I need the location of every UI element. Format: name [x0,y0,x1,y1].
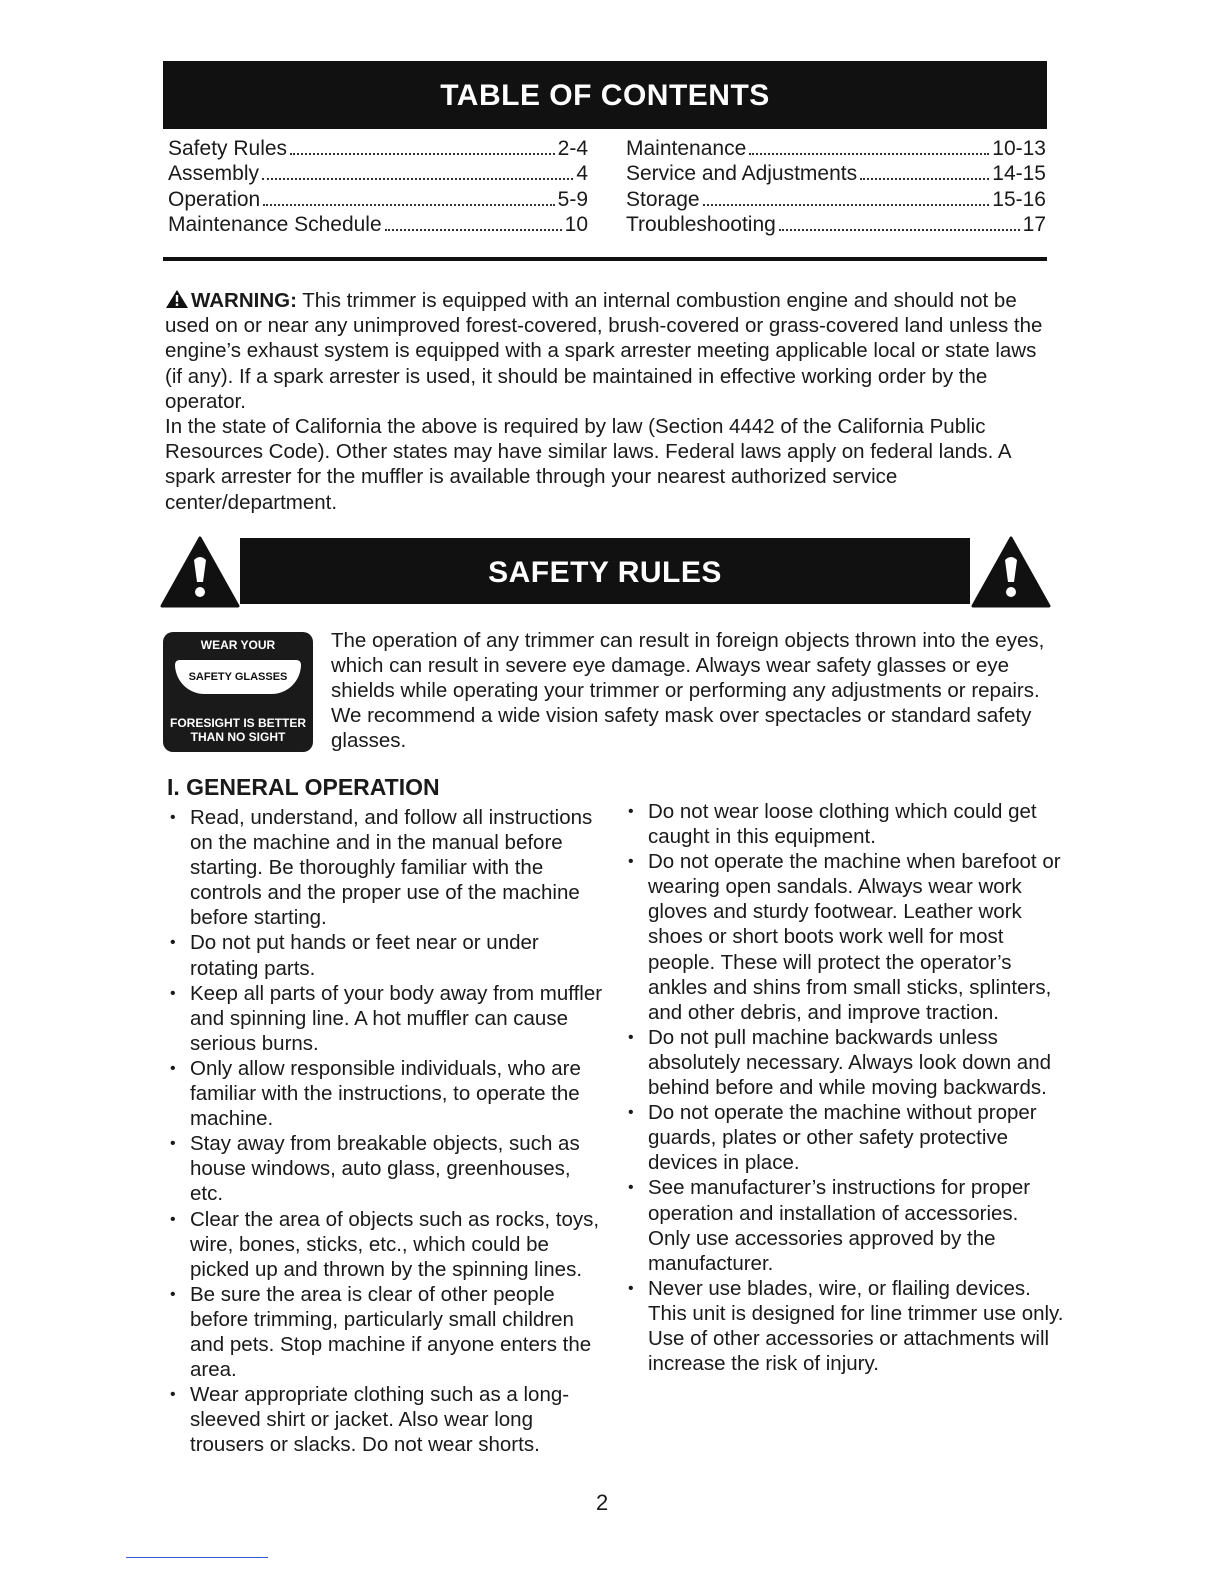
safety-glasses-badge [163,632,313,752]
toc-entry-label: Safety Rules [168,137,288,160]
toc-entry-page: 2-4 [557,137,588,160]
toc-entry-page: 10-13 [992,137,1046,160]
toc-entry-page: 15-16 [992,187,1046,211]
toc-entry-page: 4 [576,162,588,186]
toc-leader-dots [263,204,554,206]
list-item: • Do not put hands or feet near or under rotating parts. [167,930,607,980]
toc-leader-dots [262,178,573,180]
warning-label: WARNING: [191,289,297,312]
toc-entry-label: Troubleshooting [626,212,776,236]
list-item: • Only allow responsible individuals, who are familiar with the instructions, to operate the machine. [167,1056,607,1131]
toc-entry [168,187,588,212]
list-item: • Never use blades, wire, or flailing devices. This unit is designed for line trimmer use only. Use of other accessories or attachments will increase the risk of injury. [625,1276,1065,1376]
list-item: • See manufacturer’s instructions for proper operation and installation of accessories. Only use accessories approved by the manufacturer. [625,1175,1065,1275]
toc-entry-label: Maintenance [626,137,747,160]
section-divider [163,257,1047,261]
warning-triangle-icon [165,289,189,309]
toc-entry-label: Assembly [168,162,260,186]
warning-paragraph [165,288,1045,414]
list-item: • Do not operate the machine when barefoot or wearing open sandals. Always wear work gloves and sturdy footwear. Leather work shoes or short boots work well for most people. These will protect the operator’s ankles and shins from small sticks, splinters, and other debris, and improve traction. [625,849,1065,1025]
toc-entry-label: Storage [626,187,700,211]
warning-triangle-icon [160,536,240,608]
page-number: 2 [596,1490,609,1515]
toc-leader-dots [779,229,1020,231]
safety-rules-title: SAFETY RULES [240,538,970,604]
section-heading: I. GENERAL OPERATION [167,774,440,800]
toc-entry-page: 17 [1022,212,1046,236]
toc-entry-label: Maintenance Schedule [168,212,382,236]
toc-leader-dots [703,204,990,206]
toc-entry [168,212,588,237]
toc-entry [626,187,1046,212]
toc-entry [626,161,1046,186]
list-item: • Do not pull machine backwards unless absolutely necessary. Always look down and behind before and while moving backwards. [625,1025,1065,1100]
eye-safety-paragraph: The operation of any trimmer can result in foreign objects thrown into the eyes, which can result in severe eye damage. Always wear safety glasses or eye shields while operating your trimmer or performing any adjustments or repairs. We recommend a wide vision safety mask over spectacles or standard safety glasses. [331,629,1045,752]
toc-leader-dots [749,153,989,155]
badge-top-text: WEAR YOUR [200,638,276,652]
toc-entry-page: 14-15 [992,162,1046,186]
list-item: • Read, understand, and follow all instructions on the machine and in the manual before starting. Be thoroughly familiar with the controls and the proper use of the machine before starting. [167,805,607,930]
toc-entry [168,161,588,186]
badge-bottom-text: THAN NO SIGHT [190,730,286,744]
california-paragraph: In the state of California the above is required by law (Section 4442 of the California Public Resources Code). Other states may have similar laws. Federal laws apply on federal lands. A spark arrester for the muffler is available through your nearest authorized service center/department. [165,415,1011,514]
warning-triangle-icon [971,536,1051,608]
toc-entry-page: 5-9 [557,187,588,211]
list-item: • Do not operate the machine without proper guards, plates or other safety protective devices in place. [625,1100,1065,1175]
list-item: • Wear appropriate clothing such as a long-sleeved shirt or jacket. Also wear long trousers or slacks. Do not wear shorts. [167,1382,607,1457]
list-item: • Clear the area of objects such as rocks, toys, wire, bones, sticks, etc., which could be picked up and thrown by the spinning lines. [167,1207,607,1282]
toc-entry [626,212,1046,237]
badge-bottom-text: FORESIGHT IS BETTER [169,716,306,730]
toc-leader-dots [385,229,562,231]
badge-lens-text: SAFETY GLASSES [175,660,301,694]
footer-line [126,1557,268,1558]
toc-left-column [168,136,588,237]
toc-right-column [626,136,1046,237]
toc-entry-label: Service and Adjustments [626,162,858,186]
warning-text: This trimmer is equipped with an internal combustion engine and should not be used on or near any unimproved forest-covered, brush-covered or grass-covered land unless the engine’s exhaust system is equipped with a spark arrester meeting applicable local or state laws (if any). If a spark arrester is used, it should be maintained in effective working order by the operator. [165,289,1043,413]
toc-entry-label: Operation [168,187,261,211]
list-item: • Be sure the area is clear of other people before trimming, particularly small children and pets. Stop machine if anyone enters the area. [167,1282,607,1382]
list-item: • Keep all parts of your body away from muffler and spinning line. A hot muffler can cause serious burns. [167,981,607,1056]
toc-title: TABLE OF CONTENTS [163,61,1047,129]
toc-leader-dots [860,178,989,180]
list-item: • Do not wear loose clothing which could get caught in this equipment. [625,799,1065,849]
rules-list-right [625,799,1065,1376]
toc-entry-page: 10 [564,212,588,236]
toc-entry [626,136,1046,161]
rules-list-left [167,805,607,1457]
toc-leader-dots [290,153,555,155]
warning-block [165,288,1045,515]
list-item: • Stay away from breakable objects, such as house windows, auto glass, greenhouses, etc. [167,1131,607,1206]
toc-entry [168,136,588,161]
safety-rules-header [160,536,1052,608]
